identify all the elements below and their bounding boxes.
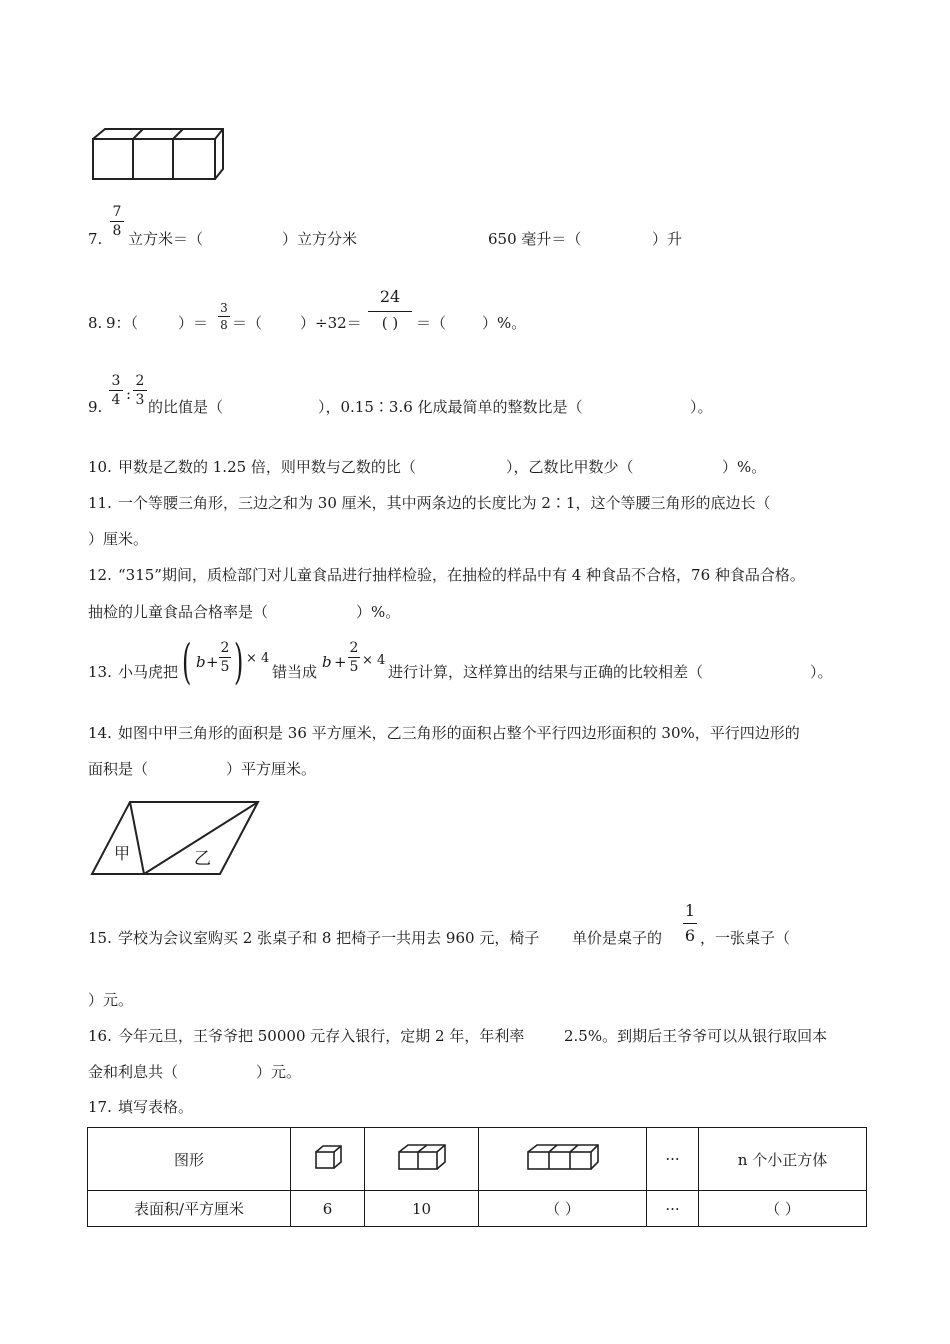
q7-answer-blank-1[interactable] [218, 232, 278, 248]
q13-expr2-fraction: 2 5 [349, 640, 359, 675]
q13-text-4: ）。 [810, 663, 833, 681]
q10-number: 10. [88, 458, 112, 476]
q8-text-5: ＝（ [416, 314, 447, 332]
row2-ellipsis: ··· [647, 1191, 699, 1227]
row2-n-cubes-answer[interactable]: （ ） [699, 1191, 867, 1227]
q10-text-2: ），乙数比甲数少（ [506, 458, 634, 476]
row1-header: 图形 [88, 1128, 291, 1191]
q12-line-2b: ）%。 [356, 603, 401, 621]
surface-area-table [87, 1127, 867, 1227]
q8-fraction: 3 8 [218, 302, 230, 331]
q13-expr1-plus: + [206, 653, 219, 671]
q8-number: 8. [88, 314, 103, 332]
q7-text-d: ）升 [652, 230, 683, 248]
q8-big-fraction: 24 ( ) [368, 289, 412, 331]
q12-line-2: 抽检的儿童食品合格率是（ [88, 603, 269, 621]
q10-text-3: ）%。 [722, 458, 767, 476]
q7-fraction: 7 8 [110, 205, 124, 238]
q12-number: 12. [88, 566, 112, 584]
q8-text-6: ）%。 [482, 314, 527, 332]
q10-text: 甲数是乙数的 1.25 倍，则甲数与乙数的比（ [118, 458, 416, 476]
q8-text-3: ＝（ [232, 314, 263, 332]
row1-ellipsis: ··· [647, 1128, 699, 1191]
q16-number: 16. [88, 1027, 112, 1045]
three-cubes-cell [479, 1128, 647, 1191]
q13-right-paren: ) [234, 634, 244, 690]
label-jia: 甲 [114, 844, 131, 863]
row2-one-cube-value: 6 [291, 1191, 365, 1227]
q13-expr2-b: b [322, 653, 332, 671]
q13-left-paren: ( [182, 634, 192, 690]
q7-text-b: ）立方分米 [282, 230, 358, 248]
q15-text-3: ，一张桌子（ [700, 929, 791, 947]
row1-n-cubes: n 个小正方体 [699, 1128, 867, 1191]
q15-text-2: 单价是桌子的 [572, 929, 663, 947]
q15-line-2: ）元。 [88, 991, 134, 1009]
q14-number: 14. [88, 724, 112, 742]
q13-expr1-b: b [196, 653, 206, 671]
label-yi: 乙 [194, 849, 211, 869]
q15-number: 15. [88, 929, 112, 947]
row2-three-cubes-answer[interactable]: （ ） [479, 1191, 647, 1227]
q16-line-1a: 今年元旦，王爷爷把 50000 元存入银行，定期 2 年，年利率 [118, 1027, 525, 1045]
row2-header: 表面积/平方厘米 [88, 1191, 291, 1227]
q11-number: 11. [88, 494, 112, 512]
one-cube-cell [291, 1128, 365, 1191]
q17-title: 填写表格。 [118, 1098, 194, 1116]
three-cubes-figure [88, 125, 228, 183]
q8-text-1: 9：（ [106, 314, 139, 332]
q13-text-3: 进行计算，这样算出的结果与正确的比较相差（ [388, 663, 704, 681]
q15-fraction: 1 6 [684, 901, 696, 945]
q7-text-a: 立方米＝（ [128, 230, 204, 248]
three-cubes-icon [525, 1142, 601, 1172]
q13-expr1-times: × 4 [246, 651, 270, 666]
two-cubes-cell [365, 1128, 479, 1191]
q8-text-4: ）÷32＝ [300, 314, 362, 332]
q9-text-2: ），0.15∶3.6 化成最简单的整数比是（ [318, 398, 583, 416]
q16-line-2: 金和利息共（ [88, 1063, 179, 1081]
q14-line-2: 面积是（ [88, 760, 149, 778]
q9-text-3: ）。 [690, 398, 713, 416]
q17-number: 17. [88, 1098, 112, 1116]
q12-line-1: “315”期间，质检部门对儿童食品进行抽样检验，在抽检的样品中有 4 种食品不合格，76 种食品合格。 [118, 566, 805, 584]
two-cubes-icon [396, 1142, 448, 1172]
q11-line-1: 一个等腰三角形，三边之和为 30 厘米，其中两条边的长度比为 2∶1，这个等腰三角形的底边长（ [118, 494, 771, 512]
q11-line-2: ）厘米。 [88, 530, 149, 548]
row2-two-cubes-value: 10 [365, 1191, 479, 1227]
q9-fraction-2: 2 3 [133, 374, 147, 407]
q7-answer-blank-2[interactable] [588, 232, 648, 248]
parallelogram-figure [90, 800, 262, 878]
q14-line-1: 如图中甲三角形的面积是 36 平方厘米，乙三角形的面积占整个平行四边形面积的 30%，平行四边形的 [118, 724, 800, 742]
q7-text-c: 650 毫升＝（ [488, 230, 582, 248]
q15-text-1: 学校为会议室购买 2 张桌子和 8 把椅子一共用去 960 元，椅子 [118, 929, 540, 947]
q16-line-2b: ）元。 [256, 1063, 302, 1081]
q14-line-2b: ）平方厘米。 [226, 760, 317, 778]
q13-text-2: 错当成 [272, 663, 318, 681]
q13-expr1-fraction: 2 5 [220, 640, 230, 675]
q8-text-2: ）＝ [178, 314, 209, 332]
q13-text-1: 小马虎把 [118, 663, 179, 681]
q16-line-1b: 2.5%。到期后王爷爷可以从银行取回本 [564, 1027, 828, 1045]
q9-number: 9. [88, 398, 103, 416]
q13-number: 13. [88, 663, 112, 681]
q13-expr2-plus: + [334, 653, 347, 671]
q9-fraction-1: 3 4 [109, 374, 123, 407]
q9-colon: : [126, 385, 132, 403]
q7-number: 7. [88, 230, 103, 248]
q13-expr2-times: × 4 [362, 653, 386, 668]
q9-text-1: 的比值是（ [148, 398, 224, 416]
one-cube-icon [313, 1143, 343, 1171]
